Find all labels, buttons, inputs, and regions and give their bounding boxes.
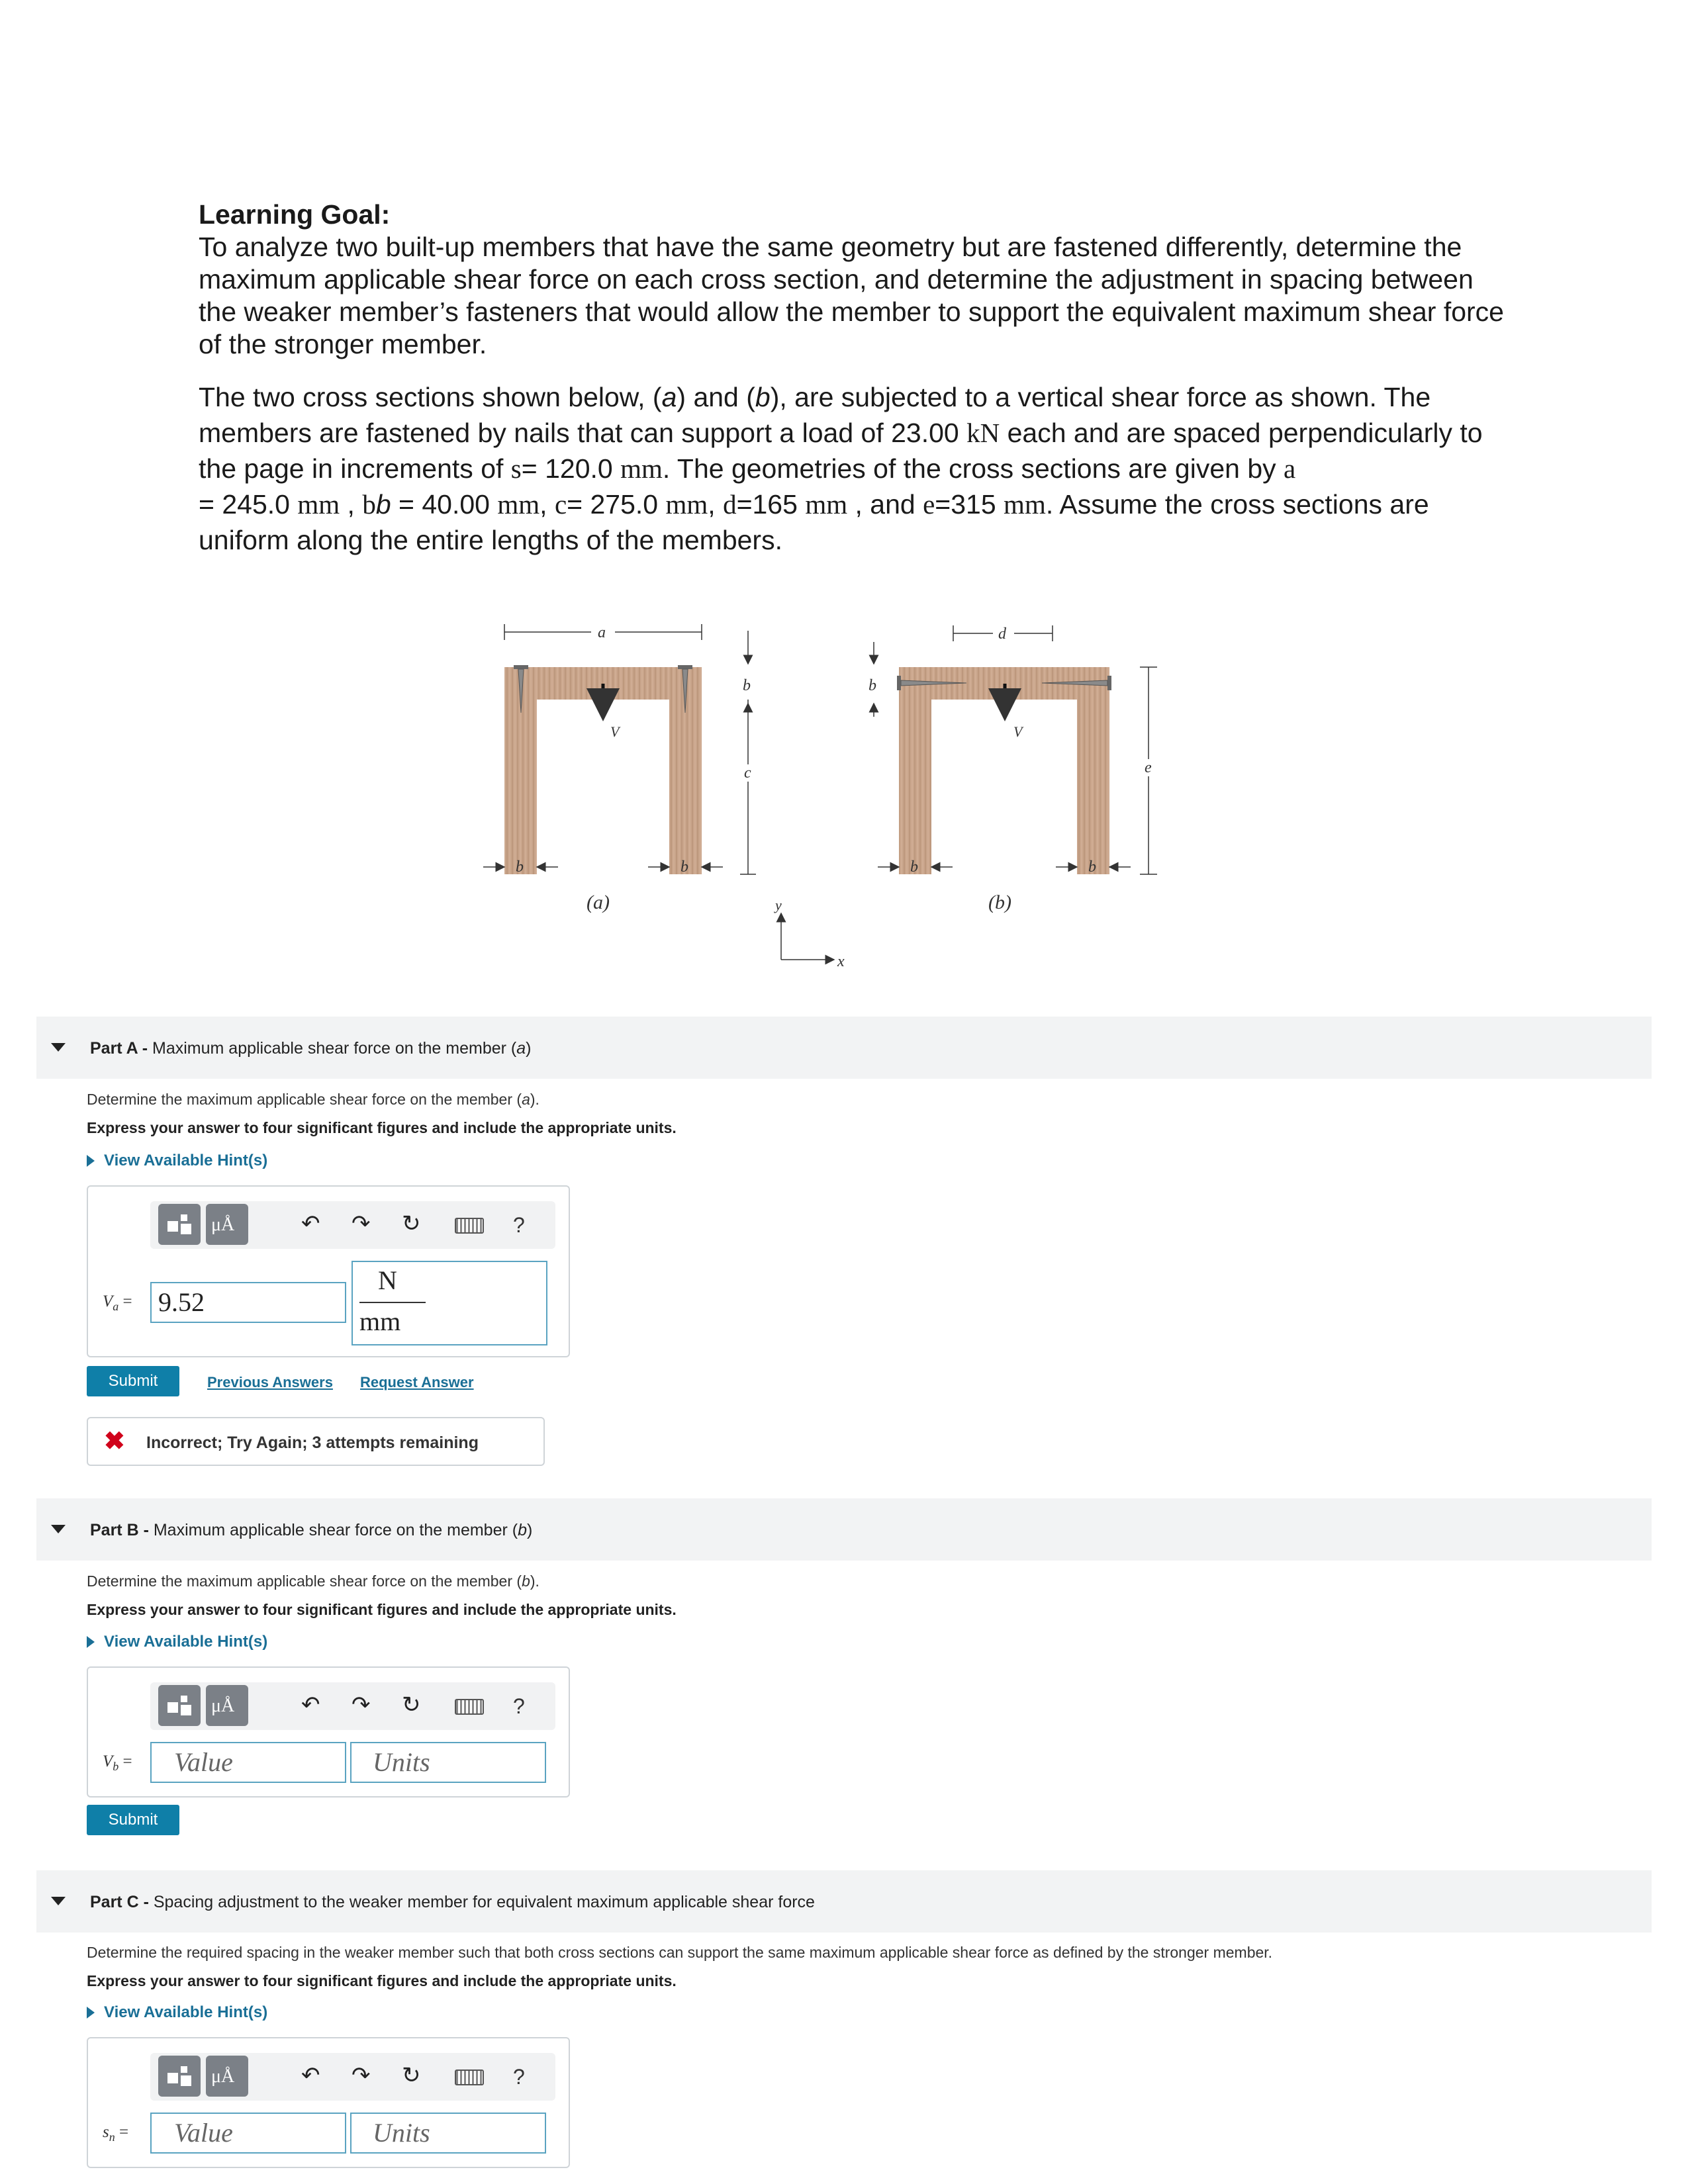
redo-icon[interactable]: ↷ (352, 1692, 371, 1717)
value-input[interactable]: Value (150, 1742, 346, 1783)
part-title-end: ) (527, 1521, 533, 1539)
caption-a: (a) (586, 891, 610, 913)
label-b: b (743, 677, 751, 694)
help-icon[interactable]: ? (513, 1694, 525, 1718)
undo-icon[interactable]: ↶ (301, 1692, 320, 1717)
answer-box (87, 1185, 570, 1357)
question-text: Determine the maximum applicable shear force on the member (a). (87, 1091, 539, 1108)
unit-numerator: N (378, 1265, 397, 1295)
cross-section-a (483, 624, 756, 913)
redo-icon[interactable]: ↷ (352, 2063, 371, 2088)
part-letter: Part B - (90, 1521, 149, 1539)
label-b: b (910, 858, 918, 876)
variable-label: $s_n$ = (103, 2123, 129, 2144)
units-input[interactable]: Units (350, 1742, 546, 1783)
caption-b: (b) (988, 891, 1011, 913)
units-icon[interactable]: μÅ (206, 2056, 248, 2097)
view-hints-link[interactable]: View Available Hint(s) (87, 2003, 267, 2022)
math-toolbar (150, 1682, 555, 1730)
units-input[interactable]: Units (350, 2113, 546, 2154)
templates-icon[interactable] (158, 1685, 201, 1726)
keyboard-icon[interactable] (455, 1699, 484, 1715)
expand-arrow-icon (87, 2007, 95, 2019)
units-icon[interactable]: μÅ (206, 1204, 248, 1245)
request-answer-link[interactable]: Request Answer (360, 1374, 474, 1390)
part-title: Maximum applicable shear force on the member ( (148, 1521, 518, 1539)
label-e: e (1145, 759, 1152, 776)
label-V: V (1013, 723, 1023, 740)
label-x: x (837, 953, 845, 970)
fraction-bar (359, 1302, 426, 1303)
label-d: d (998, 625, 1006, 643)
value-input[interactable]: Value (150, 2113, 346, 2154)
label-b: b (516, 858, 524, 876)
instruction-text: Express your answer to four significant figures and include the appropriate units. (87, 1119, 677, 1136)
templates-icon[interactable] (158, 2056, 201, 2097)
undo-icon[interactable]: ↶ (301, 1211, 320, 1236)
expand-arrow-icon (87, 1636, 95, 1648)
question-text: Determine the required spacing in the weaker member such that both cross sections can support the same maximum applicable shear force as defined by the stronger member. (87, 1944, 1273, 1961)
answer-box (87, 1666, 570, 1797)
instruction-text: Express your answer to four significant figures and include the appropriate units. (87, 1601, 677, 1618)
collapse-triangle-icon[interactable] (51, 1043, 66, 1052)
units-input[interactable] (352, 1261, 547, 1345)
undo-icon[interactable]: ↶ (301, 2063, 320, 2088)
part-letter: Part C - (90, 1893, 149, 1911)
reset-icon[interactable]: ↻ (402, 2063, 421, 2088)
view-hints-link[interactable]: View Available Hint(s) (87, 1152, 267, 1170)
part-a-header[interactable] (36, 1017, 1652, 1079)
instruction-text: Express your answer to four significant figures and include the appropriate units. (87, 1972, 677, 1989)
label-a: a (598, 624, 606, 641)
label-b: b (1088, 858, 1096, 876)
part-title-end: ) (526, 1039, 532, 1058)
expand-arrow-icon (87, 1155, 95, 1167)
previous-answers-link[interactable]: Previous Answers (207, 1374, 333, 1390)
label-c: c (744, 764, 751, 782)
keyboard-icon[interactable] (455, 1218, 484, 1234)
help-icon[interactable]: ? (513, 2065, 525, 2089)
error-x-icon: ✖ (104, 1428, 125, 1455)
submit-button[interactable]: Submit (87, 1366, 179, 1396)
part-title: Maximum applicable shear force on the member ( (148, 1039, 517, 1058)
part-c-header[interactable] (36, 1870, 1652, 1933)
part-title: Spacing adjustment to the weaker member for equivalent maximum applicable shear force (148, 1893, 815, 1911)
variable-label: $V_b$ = (103, 1752, 132, 1773)
value-input[interactable]: 9.52 (150, 1282, 346, 1323)
label-V: V (610, 723, 620, 740)
reset-icon[interactable]: ↻ (402, 1211, 421, 1236)
collapse-triangle-icon[interactable] (51, 1897, 66, 1905)
label-b: b (868, 677, 876, 694)
part-b-header[interactable] (36, 1498, 1652, 1561)
question-text: Determine the maximum applicable shear force on the member (b). (87, 1572, 539, 1590)
feedback-text: Incorrect; Try Again; 3 attempts remaining (146, 1433, 479, 1452)
cross-section-b (868, 625, 1157, 913)
collapse-triangle-icon[interactable] (51, 1525, 66, 1533)
label-y: y (775, 897, 782, 913)
learning-goal-heading: Learning Goal: (199, 199, 391, 230)
part-title-var: a (516, 1039, 526, 1058)
reset-icon[interactable]: ↻ (402, 1692, 421, 1717)
variable-label: $V_a$ = (103, 1293, 132, 1313)
units-icon[interactable]: μÅ (206, 1685, 248, 1726)
math-toolbar (150, 2053, 555, 2101)
unit-denominator: mm (359, 1306, 401, 1336)
learning-goal-text: To analyze two built-up members that have the same geometry but are fastened differently, determine the maximum applicable shear force on each cross section, and determine the adjustment in spacing between the weaker member’s fasteners that would allow the member to support the equivalent maximum shear force of the stronger member. (199, 232, 1504, 359)
help-icon[interactable]: ? (513, 1213, 525, 1237)
keyboard-icon[interactable] (455, 2070, 484, 2085)
math-toolbar (150, 1201, 555, 1249)
part-letter: Part A - (90, 1039, 148, 1058)
problem-statement: The two cross sections shown below, (a) and (b), are subjected to a vertical shear force as shown. The members are fastened by nails that can support a load of 23.00 kN each and are spaced perpendicularly to the page in increments of s= 120.0 mm. The geometries of the cross sections are given by a = 245.0 mm , bb = 40.00 mm, c= 275.0 mm, d=165 mm , and e=315 mm. Assume the cross sections are uniform along the entire lengths of the members. (199, 382, 1483, 555)
learning-goal (199, 199, 1509, 558)
redo-icon[interactable]: ↷ (352, 1211, 371, 1236)
templates-icon[interactable] (158, 1204, 201, 1245)
submit-button[interactable]: Submit (87, 1805, 179, 1835)
part-title-var: b (518, 1521, 527, 1539)
label-b: b (680, 858, 688, 876)
axes-icon (774, 897, 845, 970)
answer-box (87, 2037, 570, 2168)
feedback-box (87, 1417, 545, 1466)
cross-section-figure (463, 619, 1192, 973)
view-hints-link[interactable]: View Available Hint(s) (87, 1633, 267, 1651)
